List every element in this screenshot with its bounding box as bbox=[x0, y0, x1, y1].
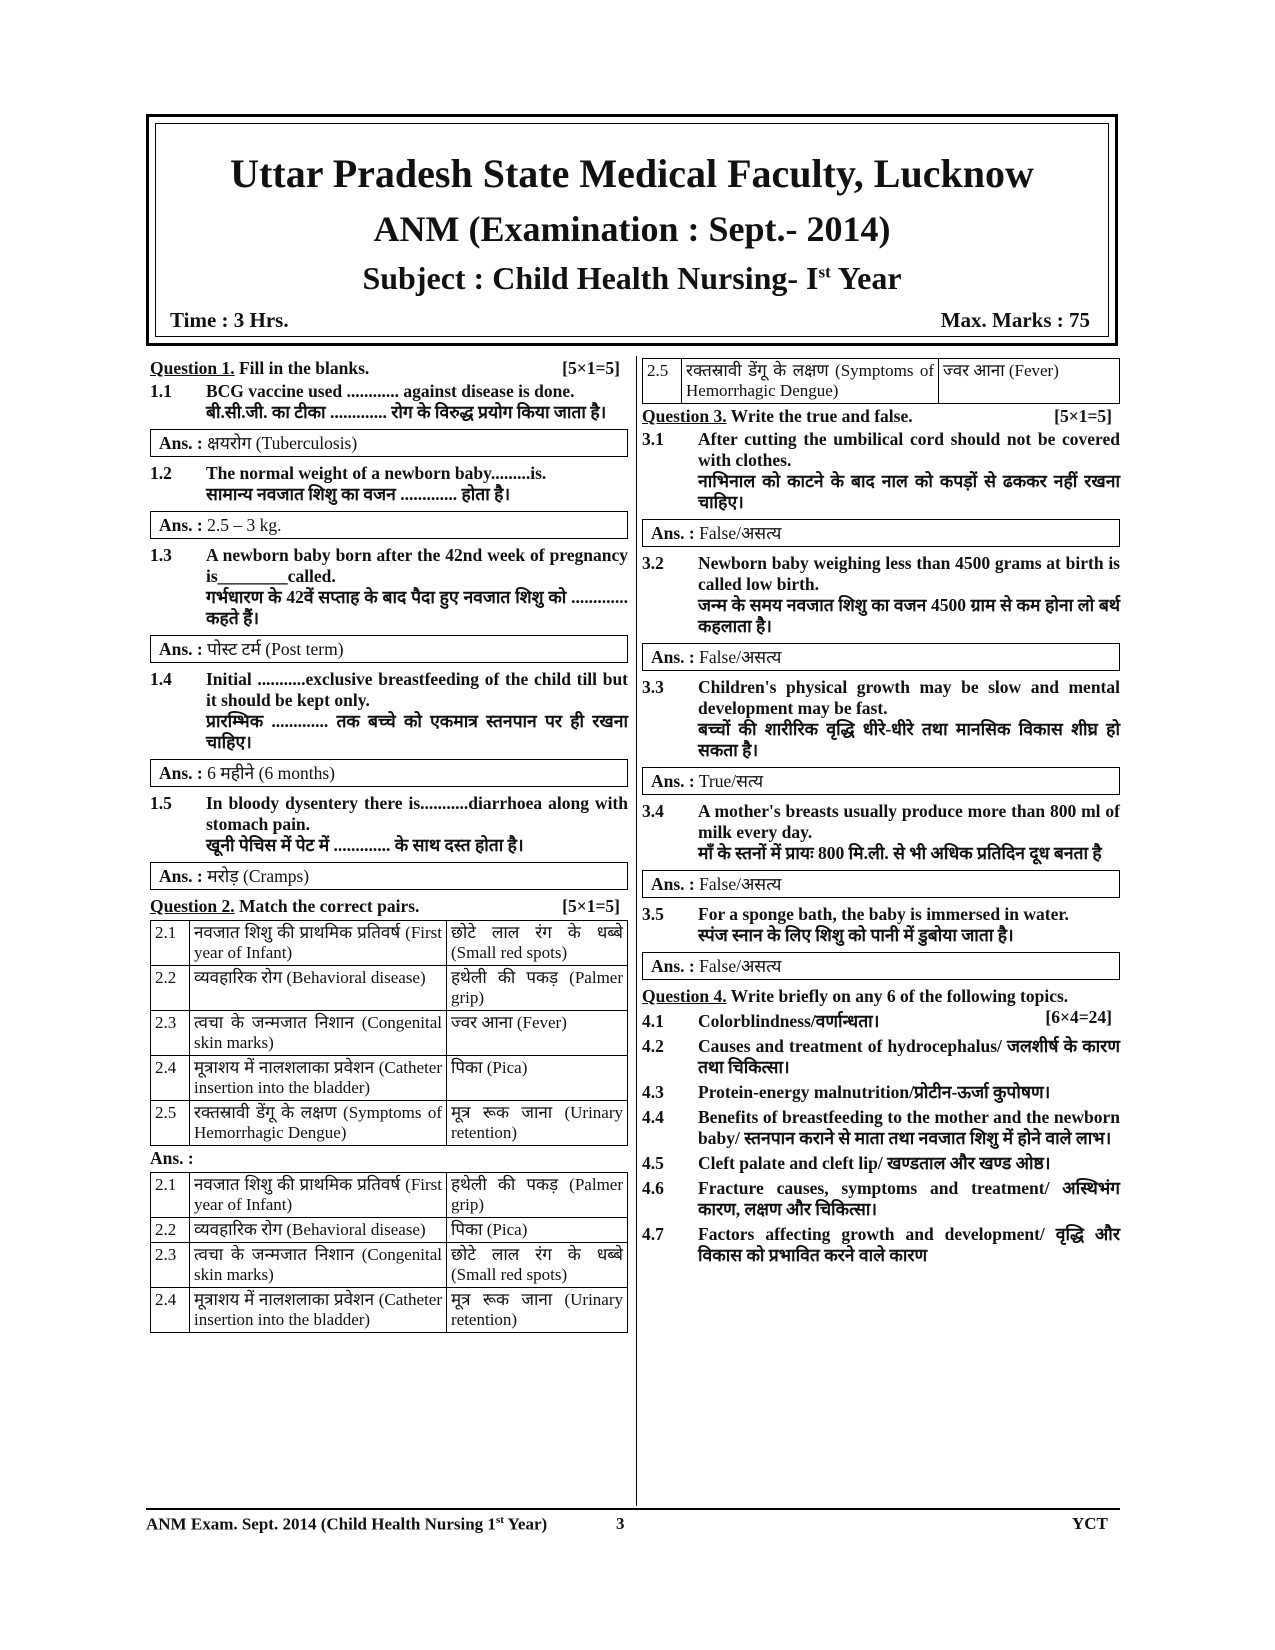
question-number: 4.2 bbox=[642, 1036, 664, 1056]
question-1-label: Question 1. bbox=[150, 358, 235, 378]
exam-title: ANM (Examination : Sept.- 2014) bbox=[373, 209, 891, 249]
answer-text: False/असत्य bbox=[694, 956, 782, 976]
pair-right: छोटे लाल रंग के धब्बे (Small red spots) bbox=[447, 921, 628, 966]
question-text: Colorblindness/वर्णान्धता। bbox=[698, 1011, 880, 1031]
pair-number: 2.3 bbox=[151, 1011, 190, 1056]
question-number: 4.7 bbox=[642, 1224, 664, 1244]
answer-box bbox=[150, 511, 628, 539]
question-number: 3.2 bbox=[642, 553, 664, 573]
question-1-heading bbox=[150, 358, 628, 380]
question-number: 1.3 bbox=[150, 545, 172, 565]
question-text-hi: प्रारम्भिक ............. तक बच्चे को एकमात्र स्तनपान पर ही रखना चाहिए। bbox=[206, 711, 628, 752]
question-number: 1.5 bbox=[150, 793, 172, 813]
pair-number: 2.1 bbox=[151, 921, 190, 966]
page-number: 3 bbox=[616, 1514, 625, 1533]
answer-box bbox=[150, 759, 628, 787]
pair-left: नवजात शिशु की प्राथमिक प्रतिवर्ष (First year of Infant) bbox=[190, 921, 447, 966]
question-item bbox=[150, 545, 628, 629]
question-3-heading bbox=[642, 406, 1120, 428]
question-number: 4.3 bbox=[642, 1082, 664, 1102]
question-1-marks: [5×1=5] bbox=[562, 358, 620, 378]
question-text-hi: स्पंज स्नान के लिए शिशु को पानी में डुबोया जाता है। bbox=[698, 925, 1014, 945]
question-number: 4.1 bbox=[642, 1011, 664, 1031]
table-row bbox=[151, 1056, 628, 1101]
answer-label: Ans. : bbox=[651, 523, 695, 543]
table-row bbox=[151, 1011, 628, 1056]
answer-box bbox=[642, 870, 1120, 898]
question-text bbox=[698, 429, 1120, 513]
answer-text: False/असत्य bbox=[694, 874, 782, 894]
exam-header-box bbox=[146, 114, 1118, 346]
question-text-hi: बी.सी.जी. का टीका ............. रोग के विरुद्ध प्रयोग किया जाता है। bbox=[206, 402, 607, 422]
question-2-title: Match the correct pairs. bbox=[234, 896, 420, 916]
pair-left: मूत्राशय में नालशलाका प्रवेशन (Catheter insertion into the bladder) bbox=[190, 1056, 447, 1101]
answer-label: Ans. : bbox=[651, 874, 695, 894]
answer-text: False/असत्य bbox=[694, 523, 782, 543]
subject-prefix: Subject : Child Health Nursing- I bbox=[362, 260, 819, 296]
pair-right: ज्वर आना (Fever) bbox=[447, 1011, 628, 1056]
pair-right: हथेली की पकड़ (Palmer grip) bbox=[447, 1173, 628, 1218]
left-column bbox=[150, 358, 628, 1333]
answer-label: Ans. : bbox=[159, 639, 203, 659]
question-2-marks: [5×1=5] bbox=[562, 896, 620, 916]
pair-right: ज्वर आना (Fever) bbox=[939, 359, 1120, 404]
pair-number: 2.5 bbox=[643, 359, 682, 404]
match-pairs-table bbox=[150, 920, 628, 1146]
question-2-answer-label: Ans. : bbox=[150, 1148, 194, 1168]
answer-box bbox=[642, 952, 1120, 980]
question-2-label: Question 2. bbox=[150, 896, 235, 916]
match-answers-table bbox=[150, 1172, 628, 1333]
footer-right: YCT bbox=[1072, 1514, 1108, 1533]
question-text-en: In bloody dysentery there is...........diarrhoea along with stomach pain. bbox=[206, 793, 628, 834]
answer-box bbox=[642, 643, 1120, 671]
question-number: 1.1 bbox=[150, 381, 172, 401]
question-text-en: A newborn baby born after the 42nd week of pregnancy is________called. bbox=[206, 545, 628, 586]
question-item bbox=[642, 429, 1120, 513]
footer-left-suffix: Year) bbox=[503, 1514, 548, 1534]
question-number: 4.6 bbox=[642, 1178, 664, 1198]
column-divider bbox=[636, 356, 637, 1506]
pair-number: 2.2 bbox=[151, 1218, 190, 1243]
question-3-title: Write the true and false. bbox=[726, 406, 913, 426]
max-marks-label: Max. Marks : 75 bbox=[940, 308, 1090, 332]
question-number: 3.4 bbox=[642, 801, 664, 821]
pair-number: 2.1 bbox=[151, 1173, 190, 1218]
question-item bbox=[150, 793, 628, 856]
question-text-hi: गर्भधारण के 42वें सप्ताह के बाद पैदा हुए नवजात शिशु को ............. कहते हैं। bbox=[206, 587, 628, 628]
subject-suffix: Year bbox=[830, 260, 902, 296]
question-item bbox=[642, 1011, 1045, 1032]
question-4-title: Write briefly on any 6 of the following topics. bbox=[726, 986, 1069, 1006]
question-text bbox=[206, 463, 628, 505]
pair-left: व्यवहारिक रोग (Behavioral disease) bbox=[190, 966, 447, 1011]
question-text bbox=[698, 801, 1120, 864]
question-text: Protein-energy malnutrition/प्रोटीन-ऊर्जा कुपोषण। bbox=[698, 1082, 1051, 1102]
question-item bbox=[642, 904, 1120, 946]
question-text bbox=[206, 381, 628, 423]
question-text-en: For a sponge bath, the baby is immersed in water. bbox=[698, 904, 1069, 924]
question-4-marks: [6×4=24] bbox=[1045, 1007, 1112, 1027]
question-number: 3.1 bbox=[642, 429, 664, 449]
question-text-en: Children's physical growth may be slow and mental development may be fast. bbox=[698, 677, 1120, 718]
question-text-en: BCG vaccine used ............ against disease is done. bbox=[206, 381, 575, 401]
exam-header-inner-border bbox=[155, 123, 1109, 337]
question-item bbox=[150, 463, 628, 505]
answer-text: मरोड़ (Cramps) bbox=[202, 866, 310, 886]
pair-number: 2.3 bbox=[151, 1243, 190, 1288]
question-3-marks: [5×1=5] bbox=[1054, 406, 1112, 426]
question-number: 4.4 bbox=[642, 1107, 664, 1127]
footer-left bbox=[146, 1514, 547, 1535]
question-text: Fracture causes, symptoms and treatment/ अस्थिभंग कारण, लक्षण और चिकित्सा। bbox=[698, 1178, 1120, 1219]
question-item bbox=[642, 1036, 1120, 1078]
answer-text: 2.5 – 3 kg. bbox=[202, 515, 282, 535]
question-item bbox=[642, 1224, 1120, 1266]
question-item bbox=[150, 381, 628, 423]
pair-number: 2.4 bbox=[151, 1056, 190, 1101]
question-text bbox=[206, 793, 628, 856]
question-text: Benefits of breastfeeding to the mother and the newborn baby/ स्तनपान कराने से माता तथा नवजात शिशु में होने वाले लाभ। bbox=[698, 1107, 1120, 1148]
question-number: 3.5 bbox=[642, 904, 664, 924]
question-text: Factors affecting growth and development/ वृद्धि और विकास को प्रभावित करने वाले कारण bbox=[698, 1224, 1120, 1265]
answer-label: Ans. : bbox=[651, 771, 695, 791]
answer-box bbox=[642, 519, 1120, 547]
answer-label: Ans. : bbox=[651, 956, 695, 976]
question-text bbox=[206, 669, 628, 753]
answer-box bbox=[642, 767, 1120, 795]
question-text bbox=[206, 545, 628, 629]
answer-label: Ans. : bbox=[651, 647, 695, 667]
table-row bbox=[151, 921, 628, 966]
table-row bbox=[151, 1243, 628, 1288]
table-row bbox=[151, 1218, 628, 1243]
answer-label: Ans. : bbox=[159, 866, 203, 886]
question-item bbox=[642, 553, 1120, 637]
table-row bbox=[151, 966, 628, 1011]
pair-left: रक्तस्रावी डेंगू के लक्षण (Symptoms of Hemorrhagic Dengue) bbox=[190, 1101, 447, 1146]
subject-title bbox=[156, 260, 1108, 297]
table-row bbox=[151, 1101, 628, 1146]
question-text: Causes and treatment of hydrocephalus/ जलशीर्ष के कारण तथा चिकित्सा। bbox=[698, 1036, 1120, 1077]
question-text-en: The normal weight of a newborn baby.........is. bbox=[206, 463, 547, 483]
answer-text: False/असत्य bbox=[694, 647, 782, 667]
question-item bbox=[642, 677, 1120, 761]
answer-box bbox=[150, 635, 628, 663]
pair-right: मूत्र रूक जाना (Urinary retention) bbox=[447, 1101, 628, 1146]
pair-number: 2.5 bbox=[151, 1101, 190, 1146]
right-column bbox=[642, 356, 1120, 1266]
pair-right: मूत्र रूक जाना (Urinary retention) bbox=[447, 1288, 628, 1333]
question-text-en: A mother's breasts usually produce more than 800 ml of milk every day. bbox=[698, 801, 1120, 842]
faculty-title: Uttar Pradesh State Medical Faculty, Lucknow bbox=[230, 151, 1034, 196]
match-answers-table-continued bbox=[642, 358, 1120, 404]
question-item bbox=[642, 1107, 1120, 1149]
question-text: Cleft palate and cleft lip/ खण्डताल और खण्ड ओष्ठ। bbox=[698, 1153, 1051, 1173]
question-item bbox=[642, 1153, 1120, 1174]
pair-left: त्वचा के जन्मजात निशान (Congenital skin marks) bbox=[190, 1011, 447, 1056]
answer-text: True/सत्य bbox=[694, 771, 764, 791]
answer-label: Ans. : bbox=[159, 763, 203, 783]
answer-box bbox=[150, 429, 628, 457]
question-text-hi: सामान्य नवजात शिशु का वजन ............. होता है। bbox=[206, 484, 511, 504]
answer-text: पोस्ट टर्म (Post term) bbox=[202, 639, 344, 659]
pair-left: मूत्राशय में नालशलाका प्रवेशन (Catheter insertion into the bladder) bbox=[190, 1288, 447, 1333]
pair-left: नवजात शिशु की प्राथमिक प्रतिवर्ष (First year of Infant) bbox=[190, 1173, 447, 1218]
footer-left-sup: st bbox=[495, 1514, 504, 1526]
question-text-hi: जन्म के समय नवजात शिशु का वजन 4500 ग्राम से कम होना लो बर्थ कहलाता है। bbox=[698, 595, 1120, 636]
table-row bbox=[151, 1288, 628, 1333]
answer-text: 6 महीने (6 months) bbox=[202, 763, 335, 783]
question-item bbox=[642, 801, 1120, 864]
question-text bbox=[698, 904, 1120, 946]
question-item bbox=[642, 1082, 1120, 1103]
question-text bbox=[698, 553, 1120, 637]
pair-left: व्यवहारिक रोग (Behavioral disease) bbox=[190, 1218, 447, 1243]
question-number: 3.3 bbox=[642, 677, 664, 697]
question-number: 1.2 bbox=[150, 463, 172, 483]
question-text-en: After cutting the umbilical cord should not be covered with clothes. bbox=[698, 429, 1120, 470]
pair-left: त्वचा के जन्मजात निशान (Congenital skin marks) bbox=[190, 1243, 447, 1288]
pair-right: छोटे लाल रंग के धब्बे (Small red spots) bbox=[447, 1243, 628, 1288]
question-1-title: Fill in the blanks. bbox=[234, 358, 370, 378]
question-number: 4.5 bbox=[642, 1153, 664, 1173]
table-row bbox=[151, 1173, 628, 1218]
question-text-en: Newborn baby weighing less than 4500 grams at birth is called low birth. bbox=[698, 553, 1120, 594]
answer-label: Ans. : bbox=[159, 433, 203, 453]
answer-text: क्षयरोग (Tuberculosis) bbox=[202, 433, 358, 453]
question-4-label: Question 4. bbox=[642, 986, 727, 1006]
answer-box bbox=[150, 862, 628, 890]
question-text-hi: माँ के स्तनों में प्रायः 800 मि.ली. से भी अधिक प्रतिदिन दूध बनता है bbox=[698, 843, 1102, 863]
question-text bbox=[698, 677, 1120, 761]
time-label: Time : 3 Hrs. bbox=[170, 308, 289, 332]
pair-right: पिका (Pica) bbox=[447, 1056, 628, 1101]
pair-right: पिका (Pica) bbox=[447, 1218, 628, 1243]
question-item bbox=[150, 669, 628, 753]
pair-left: रक्तस्रावी डेंगू के लक्षण (Symptoms of Hemorrhagic Dengue) bbox=[682, 359, 939, 404]
question-item bbox=[642, 1178, 1120, 1220]
footer-rule bbox=[146, 1508, 1120, 1510]
footer-left-prefix: ANM Exam. Sept. 2014 (Child Health Nursing 1 bbox=[146, 1514, 496, 1534]
question-2-heading bbox=[150, 896, 628, 918]
question-text-hi: नाभिनाल को काटने के बाद नाल को कपड़ों से ढककर नहीं रखना चाहिए। bbox=[698, 471, 1120, 512]
question-number: 1.4 bbox=[150, 669, 172, 689]
question-text-hi: खूनी पेचिस में पेट में ............. के साथ दस्त होता है। bbox=[206, 835, 524, 855]
subject-sup: st bbox=[818, 262, 831, 282]
question-text-hi: बच्चों की शारीरिक वृद्धि धीरे-धीरे तथा मानसिक विकास शीघ्र हो सकता है। bbox=[698, 719, 1120, 760]
pair-number: 2.4 bbox=[151, 1288, 190, 1333]
pair-number: 2.2 bbox=[151, 966, 190, 1011]
table-row bbox=[643, 359, 1120, 404]
question-3-label: Question 3. bbox=[642, 406, 727, 426]
answer-label: Ans. : bbox=[159, 515, 203, 535]
pair-right: हथेली की पकड़ (Palmer grip) bbox=[447, 966, 628, 1011]
question-text-en: Initial ...........exclusive breastfeeding of the child till but it should be kept only. bbox=[206, 669, 628, 710]
